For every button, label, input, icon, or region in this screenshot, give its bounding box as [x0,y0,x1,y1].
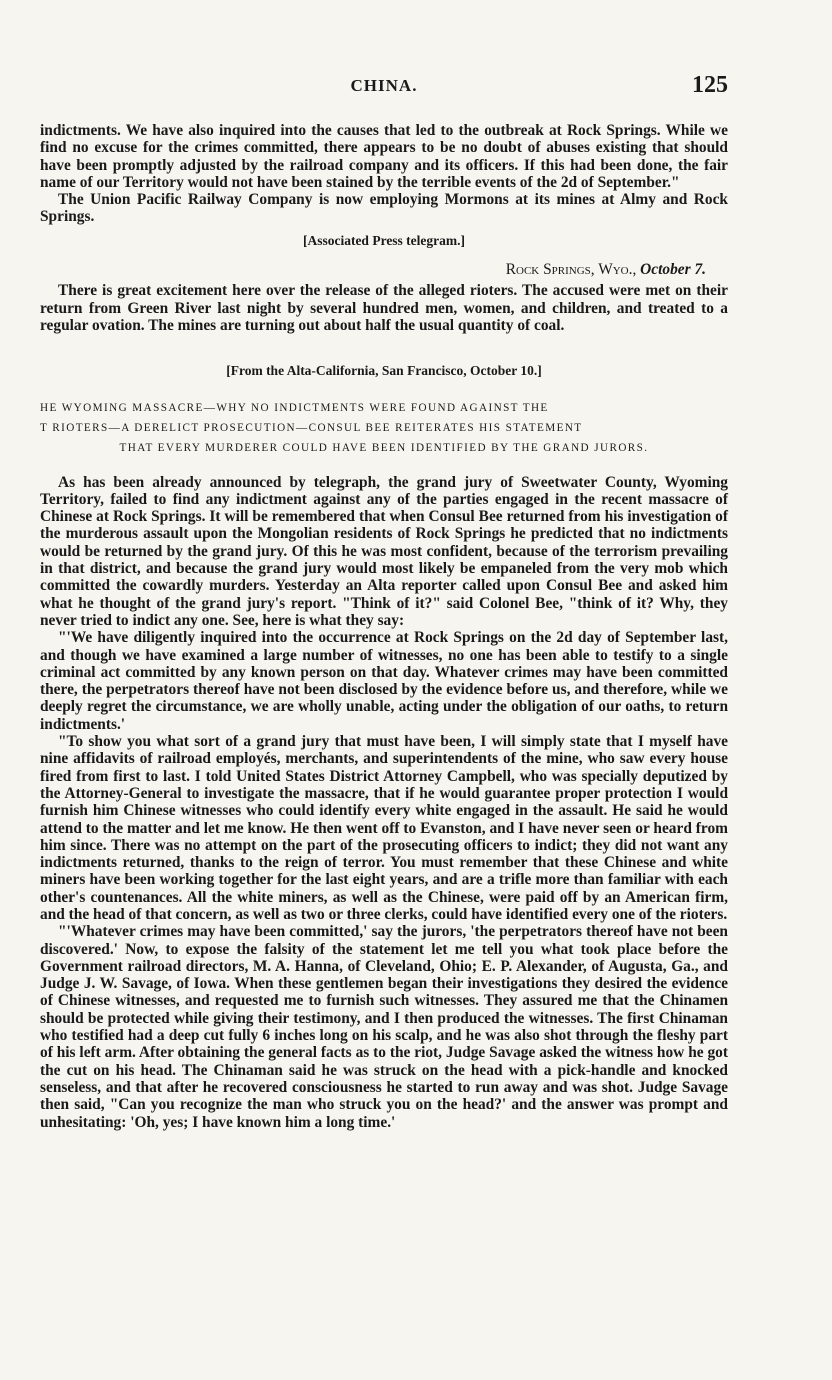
press-note: [Associated Press telegram.] [302,232,466,248]
paragraph-1: indictments. We have also inquired into the causes that led to the outbreak at Rock Springs. While we find no excuse for the crimes committed, there appears to be no doubt of abuses existing that should have been promptly adjusted by the railroad company and its officers. If this had been done, the fair name of our Territory would not have been stained by the terrible events of the 2d of September." [40,122,728,191]
source-note: [From the Alta-California, San Francisco, October 10.] [226,363,542,379]
dateline [40,261,706,278]
headline-line-2: T RIOTERS—A DERELICT PROSECUTION—CONSUL BEE REITERATES HIS STATEMENT [40,421,583,434]
page-number: 125 [692,72,728,98]
headline-line-1: HE WYOMING MASSACRE—WHY NO INDICTMENTS WERE FOUND AGAINST THE [40,401,549,414]
paragraph-6: "To show you what sort of a grand jury that must have been, I will simply state that I myself have nine affidavits of railroad employés, merchants, and superintendents of the mine, who saw every house fired from first to last. I told United States District Attorney Campbell, who was specially deputized by the Attorney-General to investigate the massacre, that if he would guarantee proper protection I would furnish him Chinese witnesses who could identify every white engaged in the assault. He said he would attend to the matter and let me know. He then went off to Evanston, and I have never seen or heard from him since. There was no attempt on the part of the prosecuting officers to indict; they did not want any indictments returned, thanks to the reign of terror. You must remember that these Chinese and white miners have been working together for the last eight years, and are a trifle more than familiar with each other's countenances. All the white miners, as well as the Chinese, were paid off by an American firm, and the head of that concern, as well as two or three clerks, could have identified every one of the rioters. [40,733,728,923]
dateline-place: Rock Springs, Wyo., [505,261,637,279]
running-head: CHINA. [350,76,418,95]
paragraph-4: As has been already announced by telegraph, the grand jury of Sweetwater County, Wyoming Territory, failed to find any indictment against any of the parties engaged in the recent massacre of Chinese at Rock Springs. It will be remembered that when Consul Bee returned from his investigation of the murderous assault upon the Mongolian residents of Rock Springs he predicted that no indictments would be returned by the grand jury. Of this he was most confident, because of the terrorism prevailing in that district, and because the grand jury would most likely be empaneled from the very mob which committed the cowardly murders. Yesterday an Alta reporter called upon Consul Bee and asked him what he thought of the grand jury's report. "Think of it?" said Colonel Bee, "think of it? Why, they never tried to indict any one. See, here is what they say: [40,473,728,629]
paragraph-2: The Union Pacific Railway Company is now employing Mormons at its mines at Almy and Rock Springs. [40,191,728,226]
paragraph-7: "'Whatever crimes may have been committed,' say the jurors, 'the perpetrators thereof have not been discovered.' Now, to expose the falsity of the statement let me tell you what took place before the Government railroad directors, M. A. Hanna, of Cleveland, Ohio; E. P. Alexander, of Augusta, Ga., and Judge J. W. Savage, of Iowa. When these gentlemen began their investigations they desired the evidence of Chinese witnesses, and requested me to furnish such witnesses. They assured me that the Chinamen should be protected while giving their testimony, and I then produced the witnesses. The first Chinaman who testified had a deep cut fully 6 inches long on his scalp, and he was also shot through the fleshy part of his left arm. After obtaining the general facts as to the riot, Judge Savage asked the witness how he got the cut on his head. The Chinaman said he was struck on the head with a pick-handle and knocked senseless, and that after he recovered consciousness he started to run away and was shot. Judge Savage then said, "Can you recognize the man who struck you on the head?' and the answer was prompt and unhesitating: 'Oh, yes; I have known him a long time.' [40,923,728,1131]
headline-line-3: THAT EVERY MURDERER COULD HAVE BEEN IDENTIFIED BY THE GRAND JURORS. [119,441,649,454]
article-headline [40,398,728,458]
paragraph-5: "'We have diligently inquired into the occurrence at Rock Springs on the 2d day of September last, and though we have examined a large number of witnesses, no one has been able to testify to a single criminal act committed by any known person on that day. Whatever crimes may have been committed there, the perpetrators thereof have not been disclosed by the evidence before us, and therefore, while we deeply regret the circumstance, we are wholly unable, acting under the obligation of our oaths, to return indictments.' [40,629,728,733]
dateline-date: October 7. [640,261,706,279]
page-header [40,72,728,104]
paragraph-3: There is great excitement here over the release of the alleged rioters. The accused were met on their return from Green River last night by several hundred men, women, and children, and treated to a regular ovation. The mines are turning out about half the usual quantity of coal. [40,282,728,334]
page-body [40,122,728,1131]
